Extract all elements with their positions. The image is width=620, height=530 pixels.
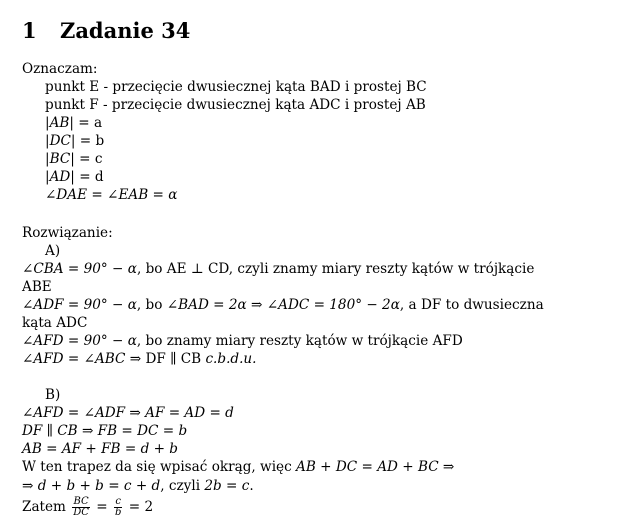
fraction-bc-dc-denominator: DC (73, 507, 89, 518)
solution-heading: Rozwiązanie: (22, 225, 113, 241)
equals-sign: = (91, 499, 112, 515)
def-bc-math: |BC| = (45, 151, 95, 167)
def-dc-math: |DC| = (45, 133, 96, 149)
part-a-line-3 (22, 296, 544, 314)
part-a-line-2: ABE (22, 279, 52, 295)
def-ad-var: d (94, 169, 104, 185)
part-a-line-1 (22, 260, 534, 278)
def-ad-math: |AD| = (45, 169, 95, 185)
part-a-line-4: kąta ADC (22, 315, 88, 331)
part-b-label: B) (45, 387, 61, 403)
part-a-line-3-math-2: ∠BAD = 2α ⇒ ∠ADC = 180° − 2α (166, 297, 400, 313)
def-bc-var: c (94, 151, 103, 167)
part-a-line-3-math-1: ∠ADF = 90° − α (22, 297, 137, 313)
part-b-line-5-math: ⇒ d + b + b = c + d (22, 478, 161, 494)
point-f-definition: punkt F - przecięcie dwusiecznej kąta ADC i prostej AB (45, 97, 426, 113)
part-b-line-2: DF ∥ CB ⇒ FB = DC = b (22, 423, 188, 439)
def-dc (45, 132, 104, 150)
part-a-line-6-text: DF ∥ CB (141, 351, 206, 367)
part-b-line-3: AB = AF + FB = d + b (22, 441, 179, 457)
part-a-line-1-text: , bo AE ⊥ CD, czyli znamy miary reszty kątów w trójkącie (136, 261, 535, 277)
part-b-line-4-text: W ten trapez da się wpisać okrąg, więc (22, 459, 297, 475)
part-a-line-5-math: ∠AFD = 90° − α (22, 333, 137, 349)
final-result: = 2 (124, 499, 154, 515)
part-b-line-5-text-2: . (249, 478, 254, 494)
part-a-line-3-text-2: , a DF to dwusieczna (399, 297, 544, 313)
def-ab (45, 114, 102, 132)
section-number: 1 (22, 18, 37, 43)
fraction-bc-dc-numerator: BC (73, 496, 89, 507)
def-ab-math: |AB| = (45, 115, 94, 131)
fraction-bc-dc (72, 497, 90, 518)
part-b-line-6 (22, 497, 153, 518)
part-b-line-1: ∠AFD = ∠ADF ⇒ AF = AD = d (22, 405, 234, 421)
part-a-line-3-text-1: , bo (136, 297, 167, 313)
def-ab-var: a (94, 115, 103, 131)
part-a-line-6 (22, 350, 257, 368)
part-b-line-4 (22, 458, 454, 476)
def-ad (45, 168, 104, 186)
fraction-c-b (114, 497, 122, 518)
part-b-line-5 (22, 477, 254, 495)
fraction-c-b-denominator: b (115, 507, 122, 518)
point-e-definition: punkt E - przecięcie dwusiecznej kąta BAD i prostej BC (45, 79, 427, 95)
part-a-line-5 (22, 332, 463, 350)
def-angles: ∠DAE = ∠EAB = α (45, 187, 178, 203)
fraction-c-b-numerator: c (115, 496, 121, 507)
section-heading: Zadanie 34 (60, 18, 191, 43)
part-a-label: A) (45, 243, 61, 259)
def-bc (45, 150, 102, 168)
part-b-line-6-text: Zatem (22, 499, 71, 515)
part-b-line-5-text-1: , czyli (160, 478, 205, 494)
cbdu-mark: c.b.d.u. (205, 351, 257, 367)
part-a-line-1-math: ∠CBA = 90° − α (22, 261, 137, 277)
def-dc-var: b (95, 133, 105, 149)
part-a-line-6-math: ∠AFD = ∠ABC ⇒ (22, 351, 142, 367)
part-a-line-5-text: , bo znamy miary reszty kątów w trójkącie AFD (136, 333, 463, 349)
part-b-line-4-math: AB + DC = AD + BC ⇒ (296, 459, 455, 475)
intro-heading: Oznaczam: (22, 61, 98, 77)
section-title (22, 18, 190, 43)
part-b-line-5-math-2: 2b = c (204, 478, 250, 494)
